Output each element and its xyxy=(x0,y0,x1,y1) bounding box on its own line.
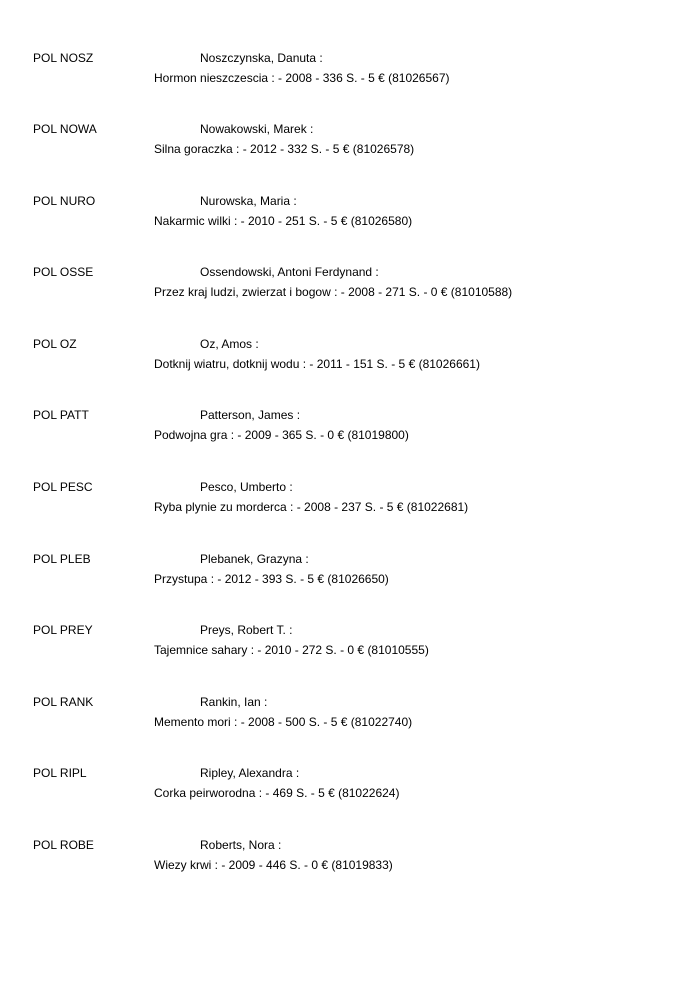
catalog-entry xyxy=(0,623,700,667)
call-number: POL PATT xyxy=(33,408,89,422)
author-name: Oz, Amos : xyxy=(200,337,259,351)
call-number: POL NOSZ xyxy=(33,51,94,65)
author-name: Ripley, Alexandra : xyxy=(200,766,300,780)
author-name: Rankin, Ian : xyxy=(200,695,268,709)
title-details: Ryba plynie zu morderca : - 2008 - 237 S. - 5 € (81022681) xyxy=(154,500,469,514)
catalog-entry xyxy=(0,695,700,739)
call-number: POL PLEB xyxy=(33,552,91,566)
call-number: POL ROBE xyxy=(33,838,94,852)
catalog-entry xyxy=(0,194,700,238)
author-name: Nowakowski, Marek : xyxy=(200,122,314,136)
catalog-entry xyxy=(0,122,700,166)
catalog-entry xyxy=(0,51,700,95)
title-details: Podwojna gra : - 2009 - 365 S. - 0 € (81019800) xyxy=(154,428,409,442)
author-name: Roberts, Nora : xyxy=(200,838,282,852)
catalog-entry xyxy=(0,408,700,452)
call-number: POL OSSE xyxy=(33,265,94,279)
catalog-entry xyxy=(0,838,700,882)
catalog-entry xyxy=(0,337,700,381)
call-number: POL PREY xyxy=(33,623,93,637)
call-number: POL RANK xyxy=(33,695,94,709)
title-details: Wiezy krwi : - 2009 - 446 S. - 0 € (81019833) xyxy=(154,858,393,872)
catalog-entry xyxy=(0,265,700,309)
title-details: Nakarmic wilki : - 2010 - 251 S. - 5 € (81026580) xyxy=(154,214,413,228)
author-name: Patterson, James : xyxy=(200,408,301,422)
author-name: Preys, Robert T. : xyxy=(200,623,293,637)
author-name: Noszczynska, Danuta : xyxy=(200,51,323,65)
title-details: Tajemnice sahary : - 2010 - 272 S. - 0 € (81010555) xyxy=(154,643,429,657)
title-details: Przystupa : - 2012 - 393 S. - 5 € (81026650) xyxy=(154,572,389,586)
call-number: POL PESC xyxy=(33,480,93,494)
title-details: Silna goraczka : - 2012 - 332 S. - 5 € (81026578) xyxy=(154,142,415,156)
catalog-entry xyxy=(0,480,700,524)
call-number: POL RIPL xyxy=(33,766,87,780)
author-name: Plebanek, Grazyna : xyxy=(200,552,309,566)
catalog-entry xyxy=(0,766,700,810)
title-details: Dotknij wiatru, dotknij wodu : - 2011 - 151 S. - 5 € (81026661) xyxy=(154,357,480,371)
title-details: Hormon nieszczescia : - 2008 - 336 S. - 5 € (81026567) xyxy=(154,71,450,85)
author-name: Ossendowski, Antoni Ferdynand : xyxy=(200,265,379,279)
author-name: Pesco, Umberto : xyxy=(200,480,293,494)
call-number: POL NURO xyxy=(33,194,96,208)
catalog-entry xyxy=(0,552,700,596)
call-number: POL OZ xyxy=(33,337,77,351)
author-name: Nurowska, Maria : xyxy=(200,194,297,208)
title-details: Memento mori : - 2008 - 500 S. - 5 € (81022740) xyxy=(154,715,413,729)
title-details: Corka peirworodna : - 469 S. - 5 € (81022624) xyxy=(154,786,400,800)
title-details: Przez kraj ludzi, zwierzat i bogow : - 2008 - 271 S. - 0 € (81010588) xyxy=(154,285,513,299)
call-number: POL NOWA xyxy=(33,122,97,136)
